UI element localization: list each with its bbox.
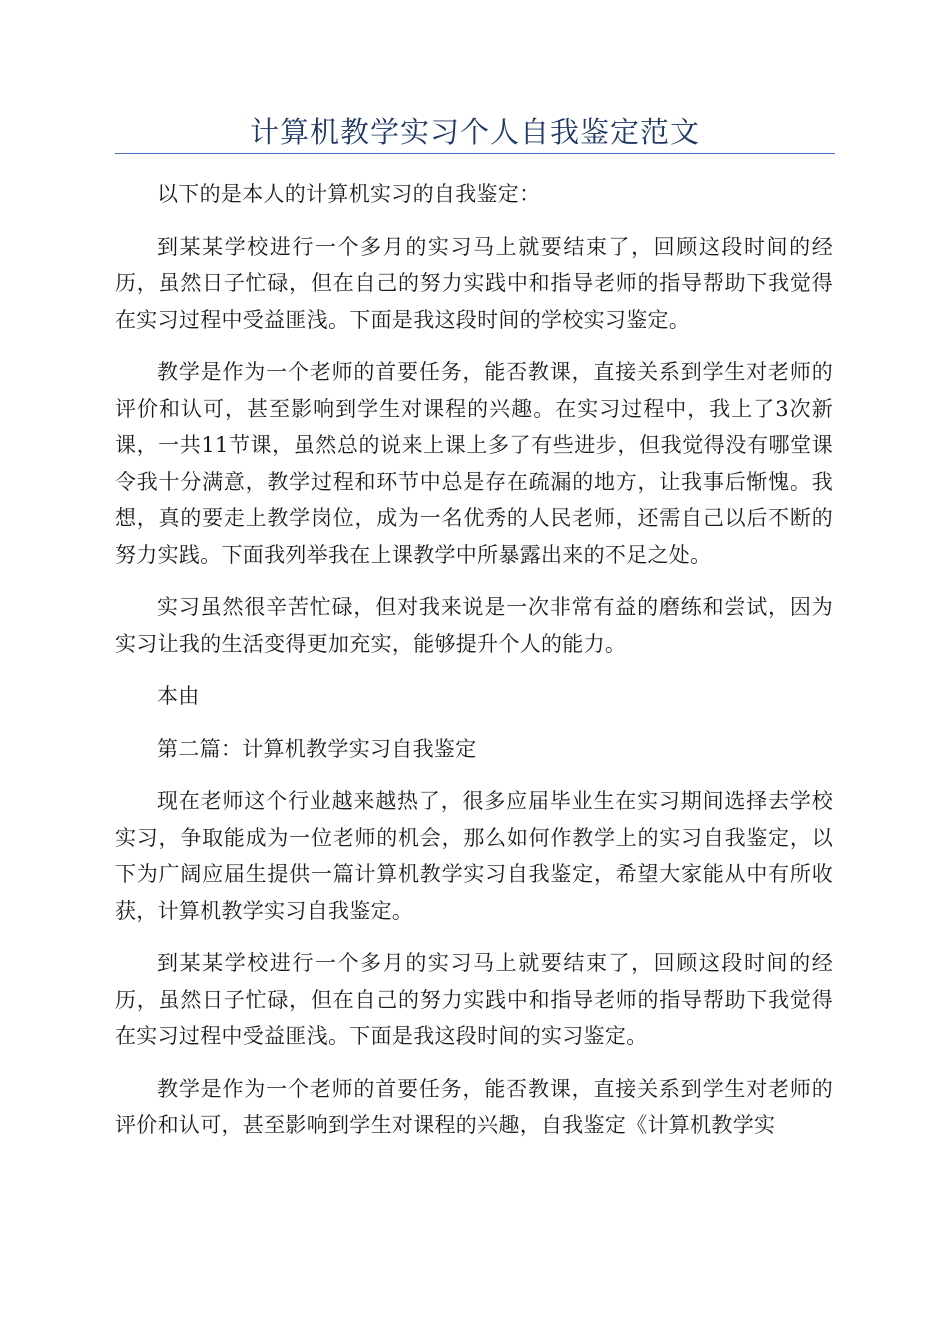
paragraph-2: 教学是作为一个老师的首要任务，能否教课，直接关系到学生对老师的评价和认可，甚至影响到学生对课程的兴趣。在实习过程中，我上了3次新课，一共11节课，虽然总的说来上课上多了有些进步，但我觉得没有哪堂课令我十分满意，教学过程和环节中总是存在疏漏的地方，让我事后惭愧。我想，真的要走上教学岗位，成为一名优秀的人民老师，还需自己以后不断的努力实践。下面我列举我在上课教学中所暴露出来的不足之处。	[115, 360, 833, 567]
title-underline	[115, 153, 835, 154]
paragraph-8: 教学是作为一个老师的首要任务，能否教课，直接关系到学生对老师的评价和认可，甚至影响到学生对课程的兴趣，自我鉴定《计算机教学实	[115, 1076, 833, 1137]
paragraph-6: 现在老师这个行业越来越热了，很多应届毕业生在实习期间选择去学校实习，争取能成为一位老师的机会，那么如何作教学上的实习自我鉴定，以下为广阔应届生提供一篇计算机教学实习自我鉴定，希望大家能从中有所收获，计算机教学实习自我鉴定。	[115, 789, 833, 923]
paragraph-intro: 以下的是本人的计算机实习的自我鉴定：	[157, 182, 541, 206]
paragraph-3: 实习虽然很辛苦忙碌，但对我来说是一次非常有益的磨练和尝试，因为实习让我的生活变得更加充实，能够提升个人的能力。	[115, 595, 833, 656]
paragraph-7: 到某某学校进行一个多月的实习马上就要结束了，回顾这段时间的经历，虽然日子忙碌，但在自己的努力实践中和指导老师的指导帮助下我觉得在实习过程中受益匪浅。下面是我这段时间的实习鉴定。	[115, 951, 833, 1048]
document-title: 计算机教学实习个人自我鉴定范文	[249, 115, 700, 149]
document-body	[115, 176, 833, 1160]
section-heading-second: 第二篇：计算机教学实习自我鉴定	[157, 736, 477, 761]
paragraph-1: 到某某学校进行一个多月的实习马上就要结束了，回顾这段时间的经历，虽然日子忙碌，但在自己的努力实践中和指导老师的指导帮助下我觉得在实习过程中受益匪浅。下面是我这段时间的学校实习鉴定。	[115, 234, 833, 332]
paragraph-4: 本由	[157, 684, 200, 708]
